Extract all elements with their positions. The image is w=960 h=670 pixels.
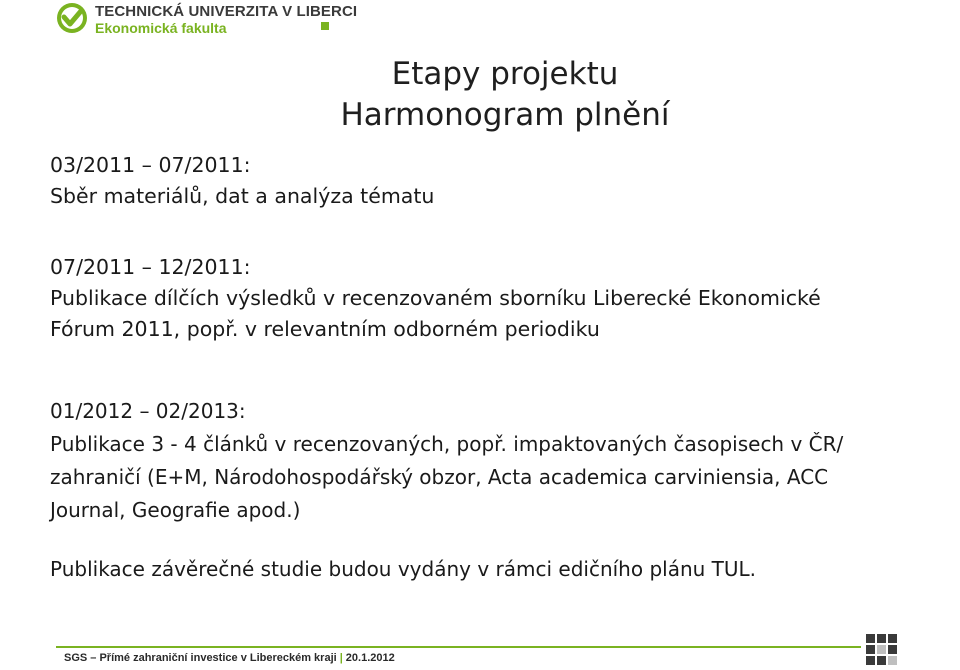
grid-icon [866,634,898,666]
closing-text: Publikace závěrečné studie budou vydány v rámci edičního plánu TUL. [50,557,757,581]
logo-square-icon [321,22,329,30]
footer-separator: | [339,652,343,664]
stage-2-period: 07/2011 – 12/2011: [50,255,251,279]
stage-3 [50,395,843,527]
stage-1-period: 03/2011 – 07/2011: [50,153,251,177]
footer [64,652,395,664]
university-logo [56,2,357,38]
closing-note [50,553,756,586]
footer-text: SGS – Přímé zahraniční investice v Libereckém kraji [64,652,337,664]
stage-2 [50,252,821,345]
university-name: TECHNICKÁ UNIVERZITA V LIBERCI [95,3,358,20]
stage-2-text-1: Publikace dílčích výsledků v recenzovaném sborníku Liberecké Ekonomické [50,286,821,310]
faculty-name: Ekonomická fakulta [95,20,227,36]
stage-2-text-2: Fórum 2011, popř. v relevantním odborném periodiku [50,317,600,341]
stage-3-text-1: Publikace 3 - 4 článků v recenzovaných, popř. impaktovaných časopisech v ČR/ [50,432,844,456]
stage-3-period: 01/2012 – 02/2013: [50,399,246,423]
slide-title [335,54,675,136]
stage-1 [50,150,434,212]
stage-3-text-2: zahraničí (E+M, Národohospodářský obzor, Acta academica carviniensia, ACC [50,465,829,489]
stage-1-text: Sběr materiálů, dat a analýza tématu [50,184,435,208]
title-line-1: Etapy projektu [391,56,619,92]
stage-3-text-3: Journal, Geografie apod.) [50,498,301,522]
tul-logo-icon [56,2,88,34]
footer-divider [56,646,861,648]
logo-text [95,2,357,35]
title-line-2: Harmonogram plnění [340,97,670,133]
footer-date: 20.1.2012 [345,652,395,664]
